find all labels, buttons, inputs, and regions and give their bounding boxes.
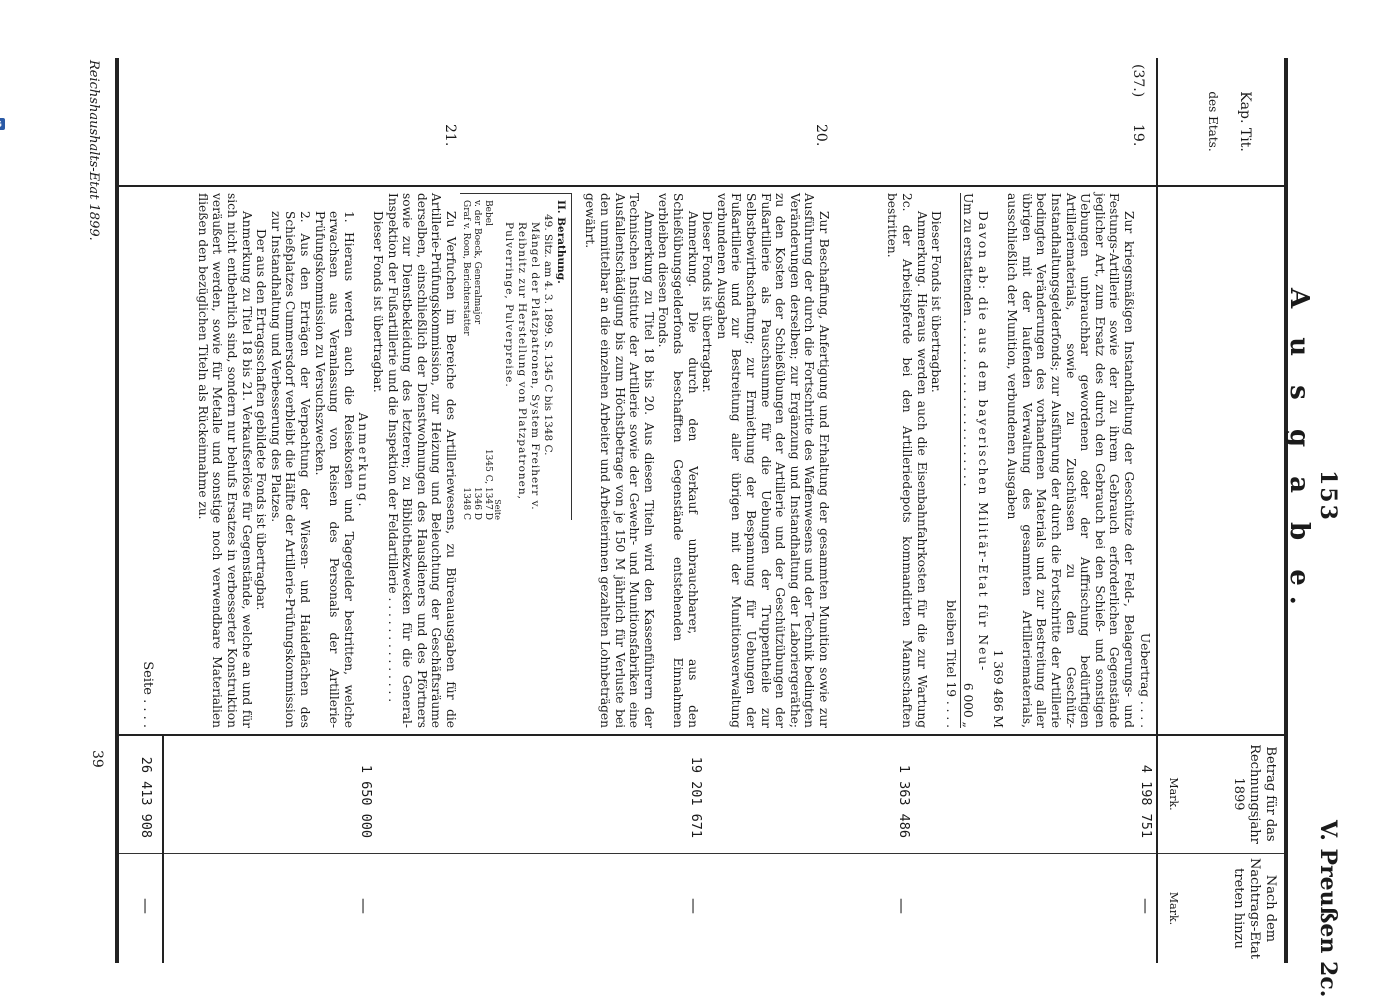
- uebertrag-label: Uebertrag . . . .: [1138, 632, 1152, 728]
- title-19-davon: Davon ab: die aus dem bayerischen Militär-Etat für Neu-: [976, 211, 991, 673]
- title-20-fonds: Dieser Fonds ist übertragbar.: [700, 211, 715, 393]
- title-20-anmerkung-2: Anmerkung zu Titel 18 bis 20. Aus diesen Titeln wird den Kassenführern der Technischen Institute der Artillerie sowie der Gewehr- und Munitionsfabriken eine Ausfallentschädigung bis zum Höchstbetrage von je 150 M jährlich für Verluste bei den unmittelbar an die einzelnen Arbeiter und Arbeiterinnen gezahlten Lohnbeträgen gewährt.: [583, 193, 656, 728]
- budget-table: [115, 58, 1314, 963]
- nachtrag-dash: —: [137, 898, 156, 914]
- column-header-kap-tit: [1204, 58, 1254, 185]
- title-number-19: 19.: [1130, 124, 1146, 147]
- total-rule: [162, 734, 164, 963]
- berathung-box: [460, 193, 572, 520]
- speaker-name: Bebel: [483, 200, 493, 226]
- title-21-text: [195, 193, 458, 728]
- seite-total: 26 413 908: [138, 756, 154, 838]
- title-20-text: [583, 193, 831, 728]
- berathung-title: II. Berathung.: [555, 200, 567, 284]
- title-19-text: [885, 193, 1136, 728]
- header-rule: [1156, 58, 1158, 963]
- footer-page-number: 39: [89, 750, 105, 768]
- col-des-etats-label: des Etats.: [1206, 91, 1220, 152]
- col-kap-tit-label: Kap. Tit.: [1237, 91, 1253, 152]
- nachtrag-dash: —: [893, 898, 912, 914]
- column-header-nachtrag: Nach dem Nachtrags-Etat treten hinzu: [1231, 857, 1278, 960]
- uebertrag-amount: 4 198 751: [1138, 764, 1154, 838]
- state-title: V. Preußen 2c.: [1315, 820, 1341, 998]
- title-19-amount: 1 363 486: [896, 764, 912, 838]
- title-21-fonds: Dieser Fonds ist übertragbar.: [371, 211, 386, 393]
- title-21-description: Zu Verfuchen im Bereiche des Artilleriewesens, zu Büreauausgaben für die Artillerie-Prüfungskommission, zur Heizung und Beleuchtung der Geschäftsräume derselben, einschließlich der Dienstwohnungen des Hausdieners und des Pförtners sowie zur Dienstbekleidung des letzteren; zu Bibliothekzwecken für die General-Inspektion der Fußartillerie und die Inspektion der Feldartillerie . . . . . . . . . . . . . .: [385, 193, 458, 728]
- kap-number: (37.): [1130, 64, 1146, 98]
- speaker-page: 1348 C: [461, 487, 471, 520]
- title-number-20: 20.: [813, 124, 829, 147]
- speaker-page: 1346 D: [472, 487, 482, 520]
- column-rule: [119, 734, 1284, 736]
- nachtrag-dash: —: [1137, 898, 1156, 914]
- title-21-note-2b: Der aus den Ertragsschaften gebildete Fonds ist übertragbar.: [254, 229, 269, 611]
- title-19-fonds: Dieser Fonds ist übertragbar.: [929, 211, 944, 393]
- seite-label: Seite . . . .: [140, 661, 155, 728]
- title-19-anmerkung: Anmerkung. Hieraus werden auch die Eisenbahnfahrkosten für die zur Wartung 2c. der Arbeitspferde bei den Artilleriedepots kommandirten Mannschaften bestritten.: [885, 193, 929, 728]
- speaker-page: 1345 C, 1347 D: [483, 448, 493, 520]
- berathung-sitzung: 49. Sitz. am 4. 3. 1899. S. 1345 C bis 1348 C.: [542, 214, 554, 456]
- speaker-row: [460, 200, 471, 520]
- berathung-topic: Mängel der Platzpatronen, System Freiherr v. Reibnitz zur Herstellung von Platzpatronen, Pulverringe, Pulverpreise.: [503, 222, 541, 511]
- title-19-erstatten: Um zu erstattenden . . . . . . . . . . . . . . . . . . . . . .: [961, 193, 976, 487]
- title-19-description: Zur kriegsmäßigen Instandhaltung der Geschütze der Feld-, Belagerungs- und Festungs-Artillerie sowie der zu ihrem Gebrauch erforderlichen Gegenstände jeglicher Art, zum Ersatz des durch den Gebrauch bei den Schieß- und sonstigen Uebungen unbrauchbar gewordenen oder der Auffrischung bedürftigen Artilleriematerials, sowie zu Zuschüssen zu den Geschütz-Instandhaltungsgelderfonds; zur Ausführung der durch die Fortschritte der Artillerie bedingten Veränderungen des vorhandenen Materials und zur Bestreitung aller übrigen mit der laufenden Verwaltung des gesammten Artilleriematerials, ausschließlich der Munition, verbundenen Ausgaben: [1005, 193, 1136, 728]
- title-19-erstatten-amount: 6 000 „: [961, 682, 976, 728]
- ausgabe-heading: A u s g a b e.: [1284, 288, 1314, 615]
- unit-mark-betrag: Mark.: [1167, 777, 1180, 811]
- title-21-note-2: 2. Aus den Erträgen der Verpachtung der Wiesen- und Haideflächen des Schießplatzes Cummersdorf verbleibt die Hälfte der Artillerie-Prüfungskommission zur Instandhaltung und Verbesserung des Platzes.: [268, 211, 313, 728]
- berathung-seite-label: Seite: [493, 499, 502, 520]
- title-19-sum: 1 369 486 M: [990, 649, 1005, 728]
- title-21-amount: 1 650 000: [358, 764, 374, 838]
- nachtrag-dash: —: [355, 898, 374, 914]
- column-header-betrag: Betrag für das Rechnungsjahr 1899: [1231, 744, 1278, 844]
- page-number: 153: [1315, 470, 1341, 522]
- column-rule: [119, 185, 1284, 187]
- title-21-note-1: 1. Hieraus werden auch die Reisekosten und Tagegelder bestritten, welche erwachsen aus Veranlassung von Reisen des Personals der Artillerie-Prüfungskommission zu Versuchszwecken.: [312, 211, 356, 728]
- speaker-row: [482, 200, 493, 520]
- footer-etat: Reichshaushalts-Etat 1899.: [86, 60, 101, 241]
- nachtrag-dash: —: [685, 898, 704, 914]
- speaker-name: v. der Boeck, Generalmajor: [472, 200, 482, 325]
- speaker-row: [471, 200, 482, 520]
- title-20-anmerkung-1: Anmerkung. Die durch den Verkauf unbrauchbarer, aus den Schießübungsgelderfonds beschafften Gegenstände entstehenden Einnahmen verbleiben diesen Fonds.: [656, 193, 700, 728]
- title-21-anmerkung-head: Anmerkung.: [356, 412, 371, 509]
- title-20-description: Zur Beschaffung, Anfertigung und Erhaltung der gesammten Munition sowie zur Ausführung der durch die Fortschritte des Waffenwesens und der Technik bedingten Veränderungen derselben; zur Ergänzung und Instandhaltung der Laboriergeräthe; zu den Kosten der Schießübungen der Artillerie und der Geschützübungen der Fußartillerie als Pauschsumme für die Uebungen der Truppentheile zur Selbstbewirthschaftung; zur Ermiethung der Bespannung für Uebungen der Fußartillerie und zur Bestreitung aller übrigen mit der Munitionsverwaltung verbundenen Ausgaben: [714, 193, 831, 728]
- title-19-bleiben: bleiben Titel 19 . . . .: [943, 193, 961, 728]
- speaker-name: Graf v. Roon, Berichterstatter: [461, 200, 471, 336]
- unit-mark-nachtrag: Mark.: [1167, 891, 1180, 926]
- title-number-21: 21.: [442, 124, 458, 147]
- title-20-amount: 19 201 671: [688, 756, 704, 838]
- column-rule: [119, 853, 1284, 854]
- title-19-erstatten-line: [961, 193, 976, 728]
- title-21-anmerkung-zu: Anmerkung zu Titel 18 bis 21. Verkaufserlöse für Gegenstände, welche an und für sich nicht entbehrlich sind, sondern nur behufs Ersatzes in verbesserter Konstruktion veräußert werden, sowie für Metalle und sonstige noch verwendbare Materialien fließen den bezüglichen Titeln als Rückeinnahme zu.: [195, 193, 254, 728]
